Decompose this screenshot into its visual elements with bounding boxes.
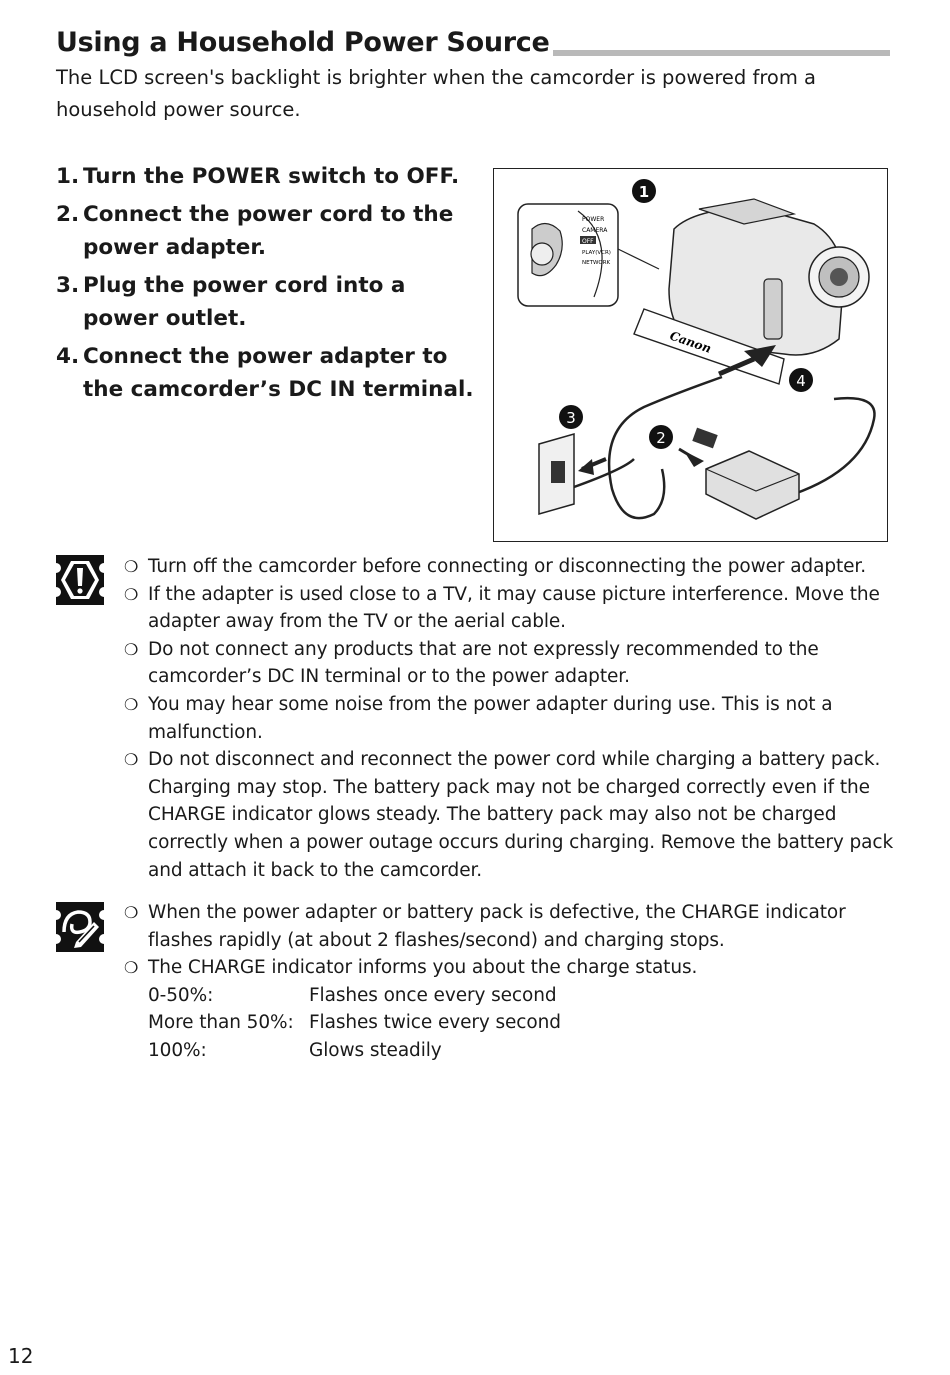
caution-item (124, 636, 894, 691)
info-text: When the power adapter or battery pack is defective, the CHARGE indicator flashes rapidly (at about 2 flashes/second) and charging stops. (148, 902, 846, 951)
info-text: The CHARGE indicator informs you about the charge status. (148, 957, 698, 979)
switch-label-network: NETWORK (582, 260, 611, 266)
caution-icon (56, 555, 104, 605)
bullet-glyph: ❍ (124, 694, 139, 714)
title-text: Using a Household Power Source (56, 26, 553, 60)
adapter-plug (692, 428, 717, 449)
inset-pointer-line (618, 249, 659, 269)
charge-row (148, 982, 894, 1010)
power-cord (574, 459, 634, 487)
step-text: Connect the power adapter to the camcorder’s DC IN terminal. (83, 344, 474, 402)
illustration-svg (494, 169, 886, 540)
switch-label-camera: CAMERA (582, 227, 608, 234)
caution-text: Do not connect any products that are not expressly recommended to the camcorder’s DC IN terminal or to the power adapter. (148, 638, 819, 688)
caution-text: You may hear some noise from the power adapter during use. This is not a malfunction. (148, 693, 833, 743)
charge-level: 100%: (148, 1039, 207, 1061)
charge-status: Glows steadily (309, 1039, 442, 1061)
caution-list (124, 553, 894, 884)
step-text: Plug the power cord into a power outlet. (83, 273, 406, 331)
switch-knob (531, 243, 553, 265)
caution-item (124, 746, 894, 884)
info-item (124, 954, 894, 1064)
charge-level: More than 50%: (148, 1012, 294, 1034)
callout-4-label: 4 (796, 372, 806, 390)
switch-label-off: OFF (582, 238, 594, 245)
adapter-cord (794, 398, 875, 494)
callout-1-label: 1 (638, 183, 650, 201)
page-title (56, 26, 890, 60)
step-2 (56, 198, 476, 264)
charge-row (148, 1037, 894, 1065)
info-list (124, 899, 894, 1065)
steps-list (56, 160, 476, 411)
charge-status: Flashes twice every second (309, 1012, 561, 1034)
bullet-glyph: ❍ (124, 903, 139, 922)
bullet-glyph: ❍ (124, 958, 139, 978)
power-adapter (706, 451, 799, 519)
caution-item (124, 691, 894, 746)
step-number: 4. (56, 344, 80, 369)
page-number: 12 (8, 1344, 34, 1368)
bullet-glyph: ❍ (124, 639, 139, 659)
arrow-to-outlet (578, 459, 594, 475)
step-number: 3. (56, 273, 80, 298)
terminal-panel (764, 279, 782, 339)
step-number: 1. (56, 164, 80, 189)
arrow-to-adapter-shaft (679, 449, 699, 461)
callout-2-label: 2 (656, 429, 666, 447)
connection-illustration (493, 168, 888, 542)
step-text: Connect the power cord to the power adapter. (83, 202, 454, 260)
caution-text: Do not disconnect and reconnect the power cord while charging a battery pack. Charging may stop. The battery pack may not be charged correctly even if the CHARGE indicator glows steady. The battery pack may also not be charged correctly when a power outage occurs during charging. Remove the battery pack and attach it back to the camcorder. (148, 749, 894, 881)
caution-text: Turn off the camcorder before connecting or disconnecting the power adapter. (148, 556, 866, 577)
step-number: 2. (56, 202, 80, 227)
bullet-glyph: ❍ (124, 557, 139, 576)
charge-row (148, 1009, 894, 1037)
note-pencil-icon (56, 902, 104, 952)
bullet-glyph: ❍ (124, 584, 139, 604)
charge-status-table (148, 982, 894, 1065)
callout-3-label: 3 (566, 409, 576, 427)
step-4 (56, 340, 476, 406)
strap-brand: Canon (668, 328, 714, 356)
switch-label-play: PLAY(VCR) (582, 250, 611, 256)
camcorder-lens-core (830, 268, 848, 286)
step-1 (56, 160, 476, 193)
caution-item (124, 581, 894, 636)
step-text: Turn the POWER switch to OFF. (83, 164, 460, 189)
caution-item (124, 553, 894, 581)
switch-label-power: POWER (582, 216, 605, 223)
bullet-glyph: ❍ (124, 750, 139, 770)
charge-status: Flashes once every second (309, 984, 557, 1006)
outlet-plug (551, 461, 565, 483)
intro-paragraph: The LCD screen's backlight is brighter when the camcorder is powered from a household power source. (56, 66, 817, 121)
step-3 (56, 269, 476, 335)
caution-text: If the adapter is used close to a TV, it may cause picture interference. Move the adapter away from the TV or the aerial cable. (148, 583, 880, 633)
charge-level: 0-50%: (148, 984, 214, 1006)
info-item (124, 899, 894, 954)
